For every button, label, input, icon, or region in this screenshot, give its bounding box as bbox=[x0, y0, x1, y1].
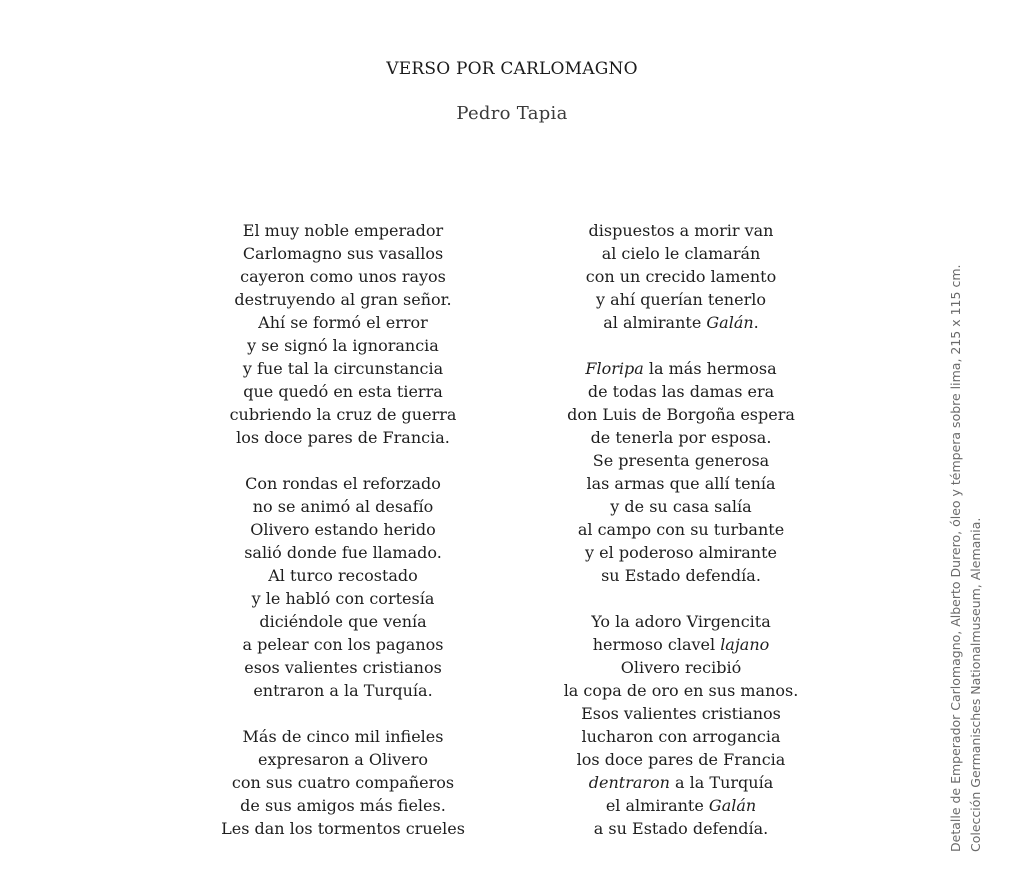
verse-line: no se animó al desafío bbox=[252, 497, 434, 516]
caption-line-2: Colección Germanisches Nationalmuseum, Alemania. bbox=[968, 517, 983, 852]
image-caption bbox=[946, 265, 986, 852]
verse-line: destruyendo al gran señor. bbox=[234, 290, 452, 309]
verse-line: al campo con su turbante bbox=[577, 520, 785, 539]
verse-line: diciéndole que venía bbox=[259, 612, 427, 631]
verse-line: su Estado defendía. bbox=[601, 566, 761, 585]
poem-author: Pedro Tapia bbox=[456, 103, 568, 124]
verse-line: de todas las damas era bbox=[587, 382, 775, 401]
text-segment: a la Turquía bbox=[669, 773, 774, 792]
poem-column-right bbox=[528, 219, 834, 840]
verse-line bbox=[528, 311, 834, 334]
verse-line: don Luis de Borgoña espera bbox=[567, 405, 795, 424]
verse-line: cayeron como unos rayos bbox=[240, 267, 446, 286]
verse-line: de tenerla por esposa. bbox=[590, 428, 772, 447]
verse-line: cubriendo la cruz de guerra bbox=[229, 405, 457, 424]
verse-line: con un crecido lamento bbox=[585, 267, 777, 286]
verse-line: Olivero recibió bbox=[620, 658, 742, 677]
verse-line: esos valientes cristianos bbox=[244, 658, 442, 677]
italic-text: Galán bbox=[706, 313, 754, 332]
verse-line: y ahí querían tenerlo bbox=[596, 290, 766, 309]
verse-line: lucharon con arrogancia bbox=[581, 727, 781, 746]
verse-line: Olivero estando herido bbox=[250, 520, 436, 539]
verse-line: a pelear con los paganos bbox=[242, 635, 444, 654]
stanza bbox=[528, 610, 834, 840]
italic-text: Galán bbox=[708, 796, 757, 815]
verse-line: Les dan los tormentos crueles bbox=[221, 819, 465, 838]
verse-line: con sus cuatro compañeros bbox=[231, 773, 455, 792]
stanza bbox=[190, 472, 496, 702]
verse-line: y de su casa salía bbox=[610, 497, 752, 516]
verse-line bbox=[528, 633, 834, 656]
stanza bbox=[190, 219, 496, 449]
text-segment: al almirante bbox=[603, 313, 707, 332]
verse-line: Al turco recostado bbox=[268, 566, 418, 585]
text-segment: hermoso clavel bbox=[592, 635, 721, 654]
verse-line: Esos valientes cristianos bbox=[581, 704, 781, 723]
verse-line: entraron a la Turquía. bbox=[253, 681, 433, 700]
verse-line: Carlomagno sus vasallos bbox=[242, 244, 444, 263]
verse-line: dispuestos a morir van bbox=[588, 221, 774, 240]
verse-line: Con rondas el reforzado bbox=[245, 474, 441, 493]
poem-column-left bbox=[190, 219, 496, 840]
verse-line bbox=[528, 357, 834, 380]
verse-line: de sus amigos más fieles. bbox=[240, 796, 446, 815]
verse-line: la copa de oro en sus manos. bbox=[563, 681, 799, 700]
verse-line bbox=[528, 794, 834, 817]
verse-line: que quedó en esta tierra bbox=[243, 382, 443, 401]
verse-line: El muy noble emperador bbox=[242, 221, 444, 240]
verse-line: Se presenta generosa bbox=[592, 451, 770, 470]
text-segment: el almirante bbox=[605, 796, 709, 815]
italic-text: Floripa bbox=[585, 359, 644, 378]
stanza bbox=[190, 725, 496, 840]
italic-text: lajano bbox=[720, 635, 770, 654]
caption-line-1: Detalle de Emperador Carlomagno, Alberto Durero, óleo y témpera sobre lima, 215 x 115 cm. bbox=[948, 264, 963, 852]
verse-line: Más de cinco mil infieles bbox=[242, 727, 444, 746]
italic-text: dentraron bbox=[588, 773, 670, 792]
verse-line: salió donde fue llamado. bbox=[244, 543, 442, 562]
stanza bbox=[528, 219, 834, 334]
verse-line: al cielo le clamarán bbox=[601, 244, 761, 263]
verse-line: los doce pares de Francia bbox=[576, 750, 786, 769]
poem-title: VERSO POR CARLOMAGNO bbox=[386, 59, 638, 79]
verse-line: las armas que allí tenía bbox=[586, 474, 776, 493]
verse-line bbox=[528, 771, 834, 794]
verse-line: Ahí se formó el error bbox=[258, 313, 428, 332]
text-segment: . bbox=[753, 313, 759, 332]
verse-line: Yo la adoro Virgencita bbox=[591, 612, 771, 631]
verse-line: y se signó la ignorancia bbox=[247, 336, 439, 355]
verse-line: expresaron a Olivero bbox=[257, 750, 429, 769]
stanza bbox=[528, 357, 834, 587]
verse-line: y le habló con cortesía bbox=[251, 589, 435, 608]
verse-line: a su Estado defendía. bbox=[593, 819, 769, 838]
verse-line: los doce pares de Francia. bbox=[236, 428, 450, 447]
verse-line: y fue tal la circunstancia bbox=[242, 359, 444, 378]
text-segment: la más hermosa bbox=[643, 359, 777, 378]
verse-line: y el poderoso almirante bbox=[585, 543, 777, 562]
